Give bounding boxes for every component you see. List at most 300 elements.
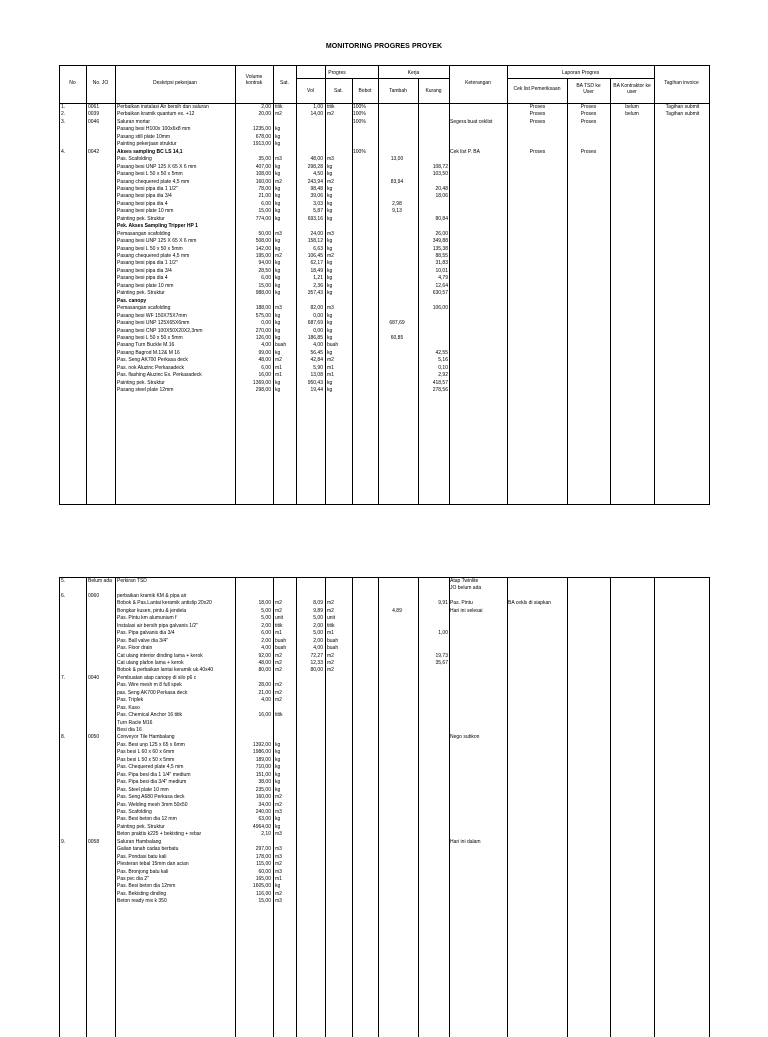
- table-row: [59, 772, 710, 779]
- table-row: [59, 335, 710, 342]
- cell-description: Pasang besi L 50 x 50 x 5mm: [117, 171, 183, 178]
- cell-progress-unit: m2: [327, 178, 334, 185]
- cell-description: Galian tanah cadas berbatu: [117, 846, 179, 853]
- cell-jo: Belum ada: [88, 578, 112, 584]
- cell-unit: kg: [275, 756, 281, 763]
- header-invoice: Tagihan invoice: [664, 80, 699, 86]
- table-row: [59, 690, 710, 697]
- cell-unit: titik: [275, 712, 283, 719]
- table-row: [59, 898, 710, 905]
- cell-description: Pasang besi L 50 x 50 x 5mm: [117, 245, 183, 252]
- cell-volume: 99,00: [258, 349, 271, 356]
- cell-description: Perkiran TSD: [117, 578, 147, 584]
- cell-jo: 0060: [88, 592, 100, 599]
- cell-description: Pas. Scafolding: [117, 808, 152, 815]
- cell-volume: 50,00: [258, 230, 271, 237]
- cell-volume: 38,00: [258, 779, 271, 786]
- table-row: [59, 156, 710, 163]
- cell-volume: 189,00: [255, 756, 271, 763]
- cell-volume: 2,00: [261, 104, 271, 110]
- table-row: [59, 854, 710, 861]
- cell-unit: kg: [275, 816, 281, 823]
- cell-ba-contractor: belum: [625, 111, 639, 118]
- cell-unit: m2: [275, 659, 282, 666]
- table-row: [59, 387, 710, 394]
- cell-volume: 34,00: [258, 801, 271, 808]
- header-unit: Sat.: [280, 80, 289, 86]
- cell-description: Plesteran tebal 15mm dan acian: [117, 861, 189, 868]
- cell-progress-vol: 106,45: [307, 253, 323, 259]
- cell-no: 1.: [61, 104, 66, 110]
- cell-volume: 188,00: [255, 305, 271, 312]
- cell-weight: 100%: [353, 148, 366, 155]
- cell-subtract: 20,48: [435, 185, 448, 192]
- cell-progress-vol: 56,45: [310, 349, 323, 356]
- cell-description: Pasang besi pipa dia 4: [117, 275, 168, 282]
- cell-unit: m2: [275, 111, 282, 118]
- table-row: [59, 342, 710, 349]
- cell-unit: kg: [275, 126, 281, 133]
- cell-progress-vol: 4,00: [313, 342, 323, 349]
- table-row: [59, 734, 710, 741]
- cell-unit: m2: [275, 600, 282, 607]
- cell-volume: 508,00: [255, 238, 271, 245]
- cell-volume: 710,00: [255, 764, 271, 771]
- cell-description: Pas. Pintu km alumunium f: [117, 615, 177, 622]
- header-progress-vol: Vol: [307, 88, 314, 94]
- cell-volume: 195,00: [255, 253, 271, 259]
- cell-progress-unit: kg: [327, 387, 333, 394]
- cell-volume: 151,00: [255, 771, 271, 778]
- table-row: [59, 764, 710, 771]
- cell-volume: 92,00: [258, 652, 271, 659]
- cell-no: 7.: [61, 674, 66, 681]
- cell-unit: kg: [275, 320, 281, 327]
- cell-unit: titik: [275, 104, 283, 110]
- cell-volume: 20,00: [258, 111, 271, 118]
- table-row: [59, 660, 710, 667]
- cell-volume: 5,00: [261, 607, 271, 614]
- cell-unit: m3: [275, 831, 282, 838]
- cell-volume: 407,00: [255, 163, 271, 170]
- cell-description: Pasang besi UNP 125X65X6mm: [117, 320, 190, 327]
- cell-volume: 160,00: [255, 178, 271, 185]
- cell-volume: 235,00: [255, 786, 271, 793]
- cell-description: Pas besi L 60 x 60 x 6mm: [117, 749, 175, 756]
- cell-unit: m2: [275, 861, 282, 868]
- cell-unit: m1: [275, 876, 282, 882]
- cell-unit: m3: [275, 230, 282, 237]
- cell-progress-vol: 3,03: [313, 200, 323, 207]
- cell-description: Pas pvc dia 2": [117, 876, 149, 882]
- table-row: [59, 645, 710, 652]
- cell-no: 6.: [61, 592, 66, 599]
- cell-progress-vol: 18,49: [310, 267, 323, 274]
- table-row: [59, 320, 710, 327]
- table-row: [59, 193, 710, 200]
- cell-description: Bobok & Pas.Lantai keramik antislip 20x20: [117, 600, 212, 607]
- cell-unit: kg: [275, 883, 281, 890]
- cell-unit: m2: [275, 652, 282, 659]
- cell-description: Pasang besi pipa dia 3/4: [117, 267, 172, 274]
- cell-progress-unit: kg: [327, 379, 333, 386]
- cell-description: Pas. Welding mesh 3mm 50x50: [117, 801, 188, 808]
- cell-progress-vol: 5,00: [313, 615, 323, 622]
- cell-progress-vol: 4,50: [313, 171, 323, 178]
- cell-unit: kg: [275, 764, 281, 771]
- cell-description: Cat ulang plafon lama + kerok: [117, 659, 184, 666]
- cell-volume: 1605,00: [252, 883, 271, 890]
- table-row: [59, 623, 710, 630]
- cell-subtract: 4,79: [438, 275, 448, 282]
- cell-unit: buah: [275, 637, 287, 644]
- header-ba-contractor: BA Kontraktor ke user: [613, 83, 651, 95]
- cell-volume: 116,00: [256, 890, 271, 897]
- table-row: [59, 682, 710, 689]
- cell-add: 687,69: [389, 320, 405, 327]
- cell-progress-vol: 2,36: [313, 282, 323, 289]
- cell-description: Bobok & perbaikan lantai keramik uk.40x40: [117, 667, 214, 674]
- table-row: [59, 883, 710, 890]
- cell-progress-vol: 1,21: [313, 275, 323, 282]
- cell-subtract: 12,64: [435, 282, 448, 289]
- table-row: [59, 164, 710, 171]
- cell-subtract: 42,55: [435, 349, 448, 356]
- cell-description: Pas. Besi beton dia 12 mm: [117, 816, 177, 823]
- cell-volume: 4,00: [261, 645, 271, 652]
- cell-subtract: 278,56: [432, 387, 448, 394]
- cell-unit: m1: [275, 372, 282, 379]
- cell-unit: kg: [275, 215, 281, 222]
- cell-unit: kg: [275, 387, 281, 394]
- cell-jo: 0058: [88, 838, 100, 845]
- cell-ba-tsd: Proses: [580, 148, 597, 155]
- table-row: [59, 149, 710, 156]
- cell-unit: m2: [275, 682, 282, 689]
- table-row: [59, 630, 710, 637]
- cell-description: Pasang besi H100x 100x6x8 mm: [117, 126, 191, 133]
- cell-subtract: 108,72: [432, 163, 448, 170]
- cell-volume: 678,00: [255, 133, 271, 140]
- cell-progress-unit: m1: [327, 630, 334, 637]
- cell-description: Instalasi air bersih pipa galvanis 1/2": [117, 622, 198, 629]
- cell-unit: buah: [275, 342, 287, 349]
- table-row: [59, 119, 710, 126]
- cell-description: Pas. Pipa besi dia 1 1/4" medium: [117, 771, 191, 778]
- cell-subtract: 9,91: [438, 600, 448, 607]
- cell-unit: m1: [275, 630, 282, 637]
- cell-volume: 988,00: [255, 290, 271, 297]
- cell-volume: 270,00: [255, 327, 271, 334]
- cell-description: Saluran Hambalang: [117, 838, 162, 845]
- cell-description: Pasang besi UNP 125 X 65 X 6 mm: [117, 238, 197, 245]
- table-row: [59, 720, 710, 727]
- table-row: [59, 141, 710, 148]
- cell-subtract: 0,10: [438, 364, 448, 371]
- cell-progress-vol: 13,08: [310, 372, 323, 379]
- cell-description: Cat ulang interior dinding lama + kerok: [117, 652, 203, 659]
- cell-volume: 6,00: [261, 630, 271, 637]
- table-row: [59, 876, 710, 883]
- table-row: [59, 350, 710, 357]
- header-volume: Volume kontrak: [245, 74, 263, 86]
- cell-progress-unit: buah: [327, 342, 339, 349]
- cell-progress-unit: kg: [327, 290, 333, 297]
- cell-unit: kg: [275, 208, 281, 215]
- cell-checklist: BA cekls di siapkan: [508, 600, 552, 607]
- cell-progress-unit: kg: [327, 334, 333, 341]
- cell-add: 60,85: [390, 334, 404, 341]
- cell-description: Pas. Seng A680 Perkasa deck: [117, 794, 185, 801]
- cell-unit: titik: [275, 622, 283, 629]
- table-row: [59, 283, 710, 290]
- cell-unit: kg: [275, 379, 281, 386]
- table-row: [59, 809, 710, 816]
- cell-description: Painting pek. Struktur: [117, 215, 165, 222]
- cell-progress-vol: 80,00: [310, 667, 323, 674]
- cell-unit: kg: [275, 238, 281, 245]
- cell-volume: 35,00: [258, 156, 271, 163]
- cell-subtract: 26,00: [435, 230, 448, 237]
- cell-progress-unit: kg: [327, 320, 333, 327]
- cell-description: Pasang Bagrod M.12& M 16: [117, 349, 180, 356]
- cell-notes: Segera buat ceklist: [450, 118, 493, 125]
- header-no: No: [69, 80, 76, 86]
- cell-volume: 48,00: [258, 659, 271, 666]
- cell-unit: m2: [275, 697, 282, 704]
- header-description: Deskripsi pekerjaan: [153, 80, 197, 86]
- cell-subtract: 135,38: [432, 245, 448, 252]
- cell-progress-unit: titik: [327, 622, 335, 629]
- cell-progress-unit: m2: [327, 357, 334, 364]
- table-row: [59, 846, 710, 853]
- cell-unit: kg: [275, 282, 281, 289]
- cell-description: Pasang chequered plate 4,5 mm: [117, 253, 190, 259]
- cell-unit: kg: [275, 771, 281, 778]
- cell-description: Pasang besi pipa dia 1 1/2": [117, 185, 178, 192]
- cell-progress-vol: 8,09: [313, 600, 323, 607]
- cell-progress-vol: 357,43: [307, 290, 323, 297]
- cell-description: Pasang besi pipa dia 4: [117, 200, 168, 207]
- cell-jo: 0061: [88, 104, 100, 110]
- table-row: [59, 275, 710, 282]
- cell-volume: 60,00: [258, 868, 271, 875]
- cell-unit: kg: [275, 185, 281, 192]
- cell-description: Pemasangan scafolding: [117, 230, 171, 237]
- table-row: [59, 216, 710, 223]
- cell-volume: 21,00: [258, 689, 271, 696]
- cell-checklist: Proses: [529, 148, 546, 155]
- cell-progress-unit: kg: [327, 260, 333, 267]
- cell-progress-unit: m2: [327, 652, 334, 659]
- cell-unit: kg: [275, 260, 281, 267]
- cell-unit: m3: [275, 898, 282, 905]
- cell-volume: 1392,00: [252, 741, 271, 748]
- cell-description: Pembuatan atap canopy di silo p6 c: [117, 674, 197, 681]
- cell-progress-vol: 2,00: [313, 637, 323, 644]
- cell-description: Bongkar kusen, pintu & jendela: [117, 607, 187, 614]
- progress-table-2: [59, 577, 710, 1037]
- cell-progress-vol: 48,00: [310, 156, 323, 163]
- cell-description: Pasang besi L 50 x 50 x 5mm: [117, 334, 183, 341]
- header-ba-tsd: BA TSD ke User: [576, 83, 601, 95]
- cell-unit: m3: [275, 156, 282, 163]
- cell-description: Pas. Chequered plate 4,5 mm: [117, 764, 184, 771]
- table-row: [59, 742, 710, 749]
- cell-add: 4,89: [392, 607, 402, 614]
- table-row: [59, 223, 710, 230]
- cell-progress-unit: m3: [327, 230, 334, 237]
- cell-volume: 63,00: [258, 816, 271, 823]
- cell-volume: 2,00: [261, 637, 271, 644]
- cell-description: pas. Seng AK700 Perkasa deck: [117, 689, 188, 696]
- cell-progress-vol: 39,06: [310, 193, 323, 200]
- cell-description: Painting pek. Struktur: [117, 290, 165, 297]
- cell-subtract: 418,57: [432, 379, 448, 386]
- cell-progress-vol: 950,43: [307, 379, 323, 386]
- cell-progress-vol: 2,00: [313, 622, 323, 629]
- cell-volume: 15,00: [258, 208, 271, 215]
- cell-subtract: 5,16: [438, 357, 448, 364]
- cell-description: Pas. flashing Aluzinc Ex. Perkasadeck: [117, 372, 202, 379]
- cell-progress-unit: kg: [327, 267, 333, 274]
- header-jo: No. JO: [92, 80, 109, 86]
- cell-description: Pasang besi plate 10 mm: [117, 282, 174, 289]
- cell-progress-vol: 5,00: [313, 630, 323, 637]
- cell-unit: kg: [275, 349, 281, 356]
- cell-subtract: 1,00: [438, 630, 448, 637]
- cell-subtract: 2,92: [438, 372, 448, 379]
- cell-progress-unit: kg: [327, 282, 333, 289]
- cell-progress-unit: m2: [327, 659, 334, 666]
- cell-unit: kg: [275, 245, 281, 252]
- cell-unit: m3: [275, 305, 282, 312]
- cell-progress-vol: 5,90: [313, 364, 323, 371]
- table-row: [59, 608, 710, 615]
- cell-volume: 28,00: [258, 682, 271, 689]
- table-row: [59, 134, 710, 141]
- cell-unit: unit: [275, 615, 284, 622]
- cell-subtract: 349,88: [432, 238, 448, 245]
- cell-unit: m2: [275, 357, 282, 364]
- cell-unit: m3: [275, 846, 282, 853]
- cell-progress-vol: 62,17: [310, 260, 323, 267]
- cell-progress-vol: 82,00: [310, 305, 323, 312]
- cell-progress-vol: 98,48: [310, 185, 323, 192]
- cell-unit: kg: [275, 200, 281, 207]
- cell-ba-tsd: Proses: [580, 104, 597, 110]
- cell-progress-unit: buah: [327, 645, 339, 652]
- cell-notes: Hari ini dalam: [450, 838, 481, 845]
- table-row: [59, 816, 710, 823]
- cell-jo: 0042: [88, 148, 100, 155]
- cell-unit: m1: [275, 364, 282, 371]
- cell-jo: 0039: [88, 111, 100, 118]
- cell-description: Turn Racle M16: [117, 719, 153, 726]
- cell-unit: kg: [275, 163, 281, 170]
- cell-volume: 48,00: [258, 357, 271, 364]
- table-row: [59, 824, 710, 831]
- cell-unit: m2: [275, 178, 282, 185]
- table-row: [59, 653, 710, 660]
- cell-no: 9.: [61, 838, 66, 845]
- table-row: [59, 712, 710, 719]
- cell-progress-unit: m1: [327, 364, 334, 371]
- cell-progress-vol: 12,33: [310, 659, 323, 666]
- table-row: [59, 600, 710, 607]
- table-row: [59, 615, 710, 622]
- cell-volume: 80,00: [258, 667, 271, 674]
- cell-subtract: 18,06: [435, 193, 448, 200]
- cell-unit: kg: [275, 312, 281, 319]
- table-row: [59, 794, 710, 801]
- cell-progress-unit: kg: [327, 200, 333, 207]
- cell-no: 3.: [61, 118, 66, 125]
- cell-description: Perbaikan kramik quantum ex. +12: [117, 111, 195, 118]
- table-row: [59, 328, 710, 335]
- cell-unit: kg: [275, 823, 281, 830]
- cell-progress-unit: m3: [327, 156, 334, 163]
- cell-description: Pasang Turn Buckle M.16: [117, 342, 175, 349]
- table-row: [59, 111, 710, 118]
- cell-subtract: 630,57: [432, 290, 448, 297]
- cell-no: 4.: [61, 148, 66, 155]
- header-checklist: Cek list Pemeriksaan: [513, 86, 561, 92]
- cell-progress-vol: 9,89: [313, 607, 323, 614]
- cell-description: Pas. canopy: [117, 297, 147, 304]
- cell-unit: buah: [275, 645, 287, 652]
- cell-volume: 1369,00: [252, 379, 271, 386]
- cell-description: Pas. Bronjong batu kali: [117, 868, 169, 875]
- cell-progress-vol: 243,94: [307, 178, 323, 185]
- table-row: [59, 757, 710, 764]
- cell-unit: m2: [275, 253, 282, 259]
- cell-volume: 240,00: [255, 808, 271, 815]
- cell-volume: 6,00: [261, 275, 271, 282]
- cell-description: Pasang besi WF 150X75X7mm: [117, 312, 187, 319]
- cell-unit: m2: [275, 689, 282, 696]
- cell-description: Pas. Besi unp 125 x 65 x 6mm: [117, 741, 185, 748]
- cell-progress-vol: 24,00: [310, 230, 323, 237]
- cell-subtract: 103,50: [432, 171, 448, 178]
- cell-add: 2,98: [392, 200, 402, 207]
- cell-add: 13,00: [390, 156, 404, 163]
- cell-description: Painting pek. Struktur: [117, 823, 165, 830]
- cell-volume: 575,00: [255, 312, 271, 319]
- cell-progress-unit: kg: [327, 171, 333, 178]
- table-row: [59, 179, 710, 186]
- cell-description: Saluran mortar: [117, 118, 151, 125]
- cell-subtract: 88,55: [435, 253, 448, 259]
- cell-unit: m3: [275, 853, 282, 860]
- cell-progress-unit: kg: [327, 215, 333, 222]
- cell-description: Pas. Besi beton dia 12mm: [117, 883, 176, 890]
- table-row: [59, 238, 710, 245]
- cell-subtract: 10,01: [435, 267, 448, 274]
- cell-unit: m2: [275, 890, 282, 897]
- cell-progress-unit: kg: [327, 238, 333, 245]
- cell-progress-unit: titik: [327, 104, 335, 110]
- cell-progress-unit: kg: [327, 208, 333, 215]
- cell-progress-unit: kg: [327, 193, 333, 200]
- table-row: [59, 231, 710, 238]
- cell-progress-unit: m3: [327, 305, 334, 312]
- table-row: [59, 305, 710, 312]
- header-add: Tambah: [389, 88, 407, 94]
- cell-volume: 78,00: [258, 185, 271, 192]
- cell-checklist: Proses: [529, 118, 546, 125]
- table-row: [59, 186, 710, 193]
